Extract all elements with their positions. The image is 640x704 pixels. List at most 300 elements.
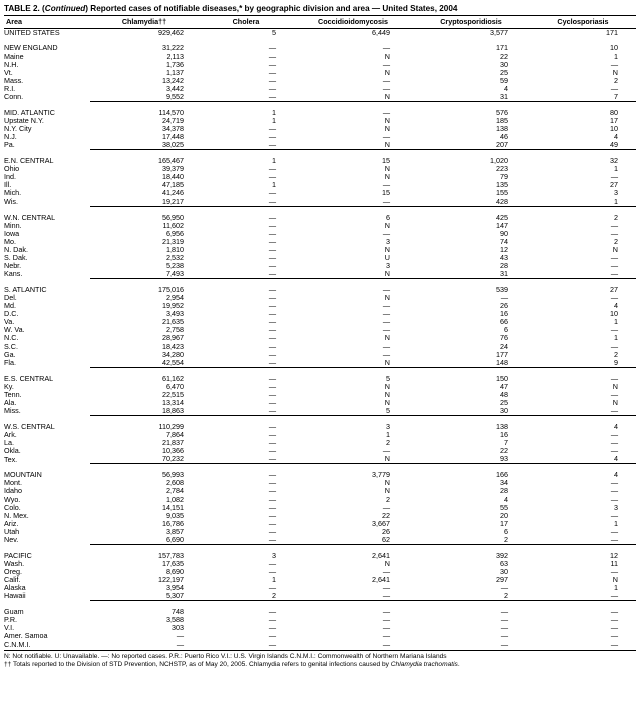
cell-cholera: — [268,244,276,254]
cell-cryptosporidiosis: — [500,583,508,593]
cell-area: Idaho [4,486,22,496]
table-row [4,61,636,69]
cell-chlamydia: 175,016 [158,285,184,295]
cell-cholera: — [268,124,276,134]
cell-cryptosporidiosis: 30 [500,59,508,69]
cell-cyclosporiasis: 2 [614,75,618,85]
cell-cryptosporidiosis: 297 [496,575,508,585]
cell-cholera: — [268,631,276,641]
cell-coccidioidomycosis: N [294,270,412,279]
cell-cholera: — [268,381,276,391]
cell-chlamydia: 39,379 [162,164,184,174]
title-prefix: TABLE 2. ( [4,4,45,13]
cell-chlamydia: 47,185 [162,180,184,190]
cell-coccidioidomycosis: 6,449 [372,28,390,38]
cell-cyclosporiasis: — [610,373,618,383]
cell-cholera: — [268,236,276,246]
cell-coccidioidomycosis: 2 [386,438,390,448]
cell-area: N.C. [4,333,19,343]
cell-area: Pa. [4,140,15,150]
cell-cryptosporidiosis: 74 [500,236,508,246]
cell-chlamydia: 18,423 [162,341,184,351]
cell-area: Ala. [4,397,17,407]
cell-cryptosporidiosis: 171 [496,43,508,53]
cell-cryptosporidiosis: 26 [500,301,508,311]
cell-cryptosporidiosis: 135 [496,180,508,190]
cell-chlamydia: 34,280 [162,349,184,359]
cell-cryptosporidiosis: 31 [412,93,530,102]
table-row [4,487,636,495]
cell-coccidioidomycosis: 62 [294,536,412,545]
cell-cyclosporiasis: 11 [610,558,618,568]
table-row [4,632,636,640]
cell-coccidioidomycosis: 5 [294,407,412,416]
column-header-cryptosporidiosis: Cryptosporidiosis [412,16,530,29]
cell-chlamydia: 42,554 [90,359,198,368]
cell-area: Nev. [4,535,19,545]
table-row [4,608,636,616]
cell-cholera: — [268,252,276,262]
cell-coccidioidomycosis: 26 [382,526,390,536]
cell-coccidioidomycosis: 3,779 [372,470,390,480]
cell-chlamydia: 21,319 [162,236,184,246]
table-row [4,520,636,528]
cell-area: C.N.M.I. [4,639,31,649]
cell-cyclosporiasis: 27 [610,180,618,190]
cell-cyclosporiasis: 171 [606,28,618,38]
cell-cryptosporidiosis: 76 [500,333,508,343]
row-spacer-cell [4,279,636,287]
cell-cryptosporidiosis: — [500,293,508,303]
column-header-coccidioidomycosis: Coccidioidomycosis [294,16,412,29]
cell-cholera: — [268,518,276,528]
cell-cholera: — [198,93,294,102]
cell-cyclosporiasis: — [610,639,618,649]
cell-area: Fla. [4,357,16,367]
table-row [4,133,636,141]
cell-chlamydia: 8,690 [166,567,184,577]
cell-chlamydia: 19,217 [90,198,198,207]
cell-chlamydia: 21,837 [162,438,184,448]
notifiable-diseases-table [4,15,636,648]
cell-cryptosporidiosis: 7 [504,438,508,448]
cell-area: W. Va. [4,325,25,335]
cell-cryptosporidiosis: 223 [496,164,508,174]
cell-cyclosporiasis: — [530,536,636,545]
cell-chlamydia: 34,378 [162,124,184,134]
table-row [4,238,636,246]
cell-coccidioidomycosis: — [382,615,390,625]
cell-cyclosporiasis: — [610,526,618,536]
cell-cyclosporiasis: 9 [530,359,636,368]
cell-cryptosporidiosis: 185 [496,115,508,125]
cell-coccidioidomycosis: — [294,592,412,601]
cell-area: Tenn. [4,389,22,399]
row-spacer [4,544,636,552]
cell-chlamydia: 3,493 [166,309,184,319]
cell-cryptosporidiosis: 28 [500,260,508,270]
cell-chlamydia: 22,515 [162,389,184,399]
cell-coccidioidomycosis: — [382,583,390,593]
cell-chlamydia: 56,993 [162,470,184,480]
cell-coccidioidomycosis: 5 [386,373,390,383]
cell-area: La. [4,438,14,448]
cell-cholera: — [268,172,276,182]
cell-chlamydia: 10,366 [162,446,184,456]
cell-cholera: — [268,373,276,383]
cell-area: Minn. [4,220,22,230]
cell-area: NEW ENGLAND [4,43,58,53]
cell-area: Miss. [4,406,21,416]
cell-area: Oreg. [4,567,22,577]
table-row [4,189,636,197]
cell-cholera: — [268,220,276,230]
table-body [4,29,636,649]
cell-area: MID. ATLANTIC [4,107,55,117]
cell-coccidioidomycosis: — [382,446,390,456]
cell-chlamydia: 3,954 [166,583,184,593]
cell-chlamydia: 748 [172,607,184,617]
cell-cryptosporidiosis: 59 [500,75,508,85]
cell-coccidioidomycosis: N [384,220,390,230]
cell-chlamydia: — [176,639,184,649]
cell-chlamydia: 3,442 [166,83,184,93]
cell-coccidioidomycosis: — [382,132,390,142]
cell-area: Ohio [4,164,20,174]
cell-cholera: 3 [272,550,276,560]
cell-cholera: — [268,438,276,448]
cell-cholera: — [268,132,276,142]
cell-coccidioidomycosis: U [384,252,390,262]
cell-coccidioidomycosis: N [294,455,412,464]
cell-cyclosporiasis: — [610,172,618,182]
cell-cryptosporidiosis: 46 [500,132,508,142]
cell-cyclosporiasis: 4 [614,301,618,311]
cell-area: Alaska [4,583,26,593]
table-row [4,479,636,487]
cell-cholera: — [198,455,294,464]
cell-coccidioidomycosis: 3 [386,236,390,246]
footnote-chlamydia-source [4,661,636,669]
cell-cryptosporidiosis: 24 [500,341,508,351]
table-row [4,157,636,165]
cell-cholera: — [268,260,276,270]
table-row [4,334,636,342]
row-spacer-cell [4,367,636,375]
cell-cholera: — [268,285,276,295]
cell-cholera: — [268,67,276,77]
cell-cholera: — [268,558,276,568]
cell-coccidioidomycosis: 3 [386,260,390,270]
cell-cholera: — [268,446,276,456]
cell-cyclosporiasis: 10 [610,309,618,319]
cell-area: Hawaii [4,591,26,601]
cell-cyclosporiasis: N [612,397,618,407]
cell-cholera: — [268,397,276,407]
cell-coccidioidomycosis: N [384,244,390,254]
cell-coccidioidomycosis: — [382,309,390,319]
table-row [4,53,636,61]
cell-chlamydia: 1,137 [166,67,184,77]
cell-coccidioidomycosis: — [382,107,390,117]
cell-area: Mass. [4,75,24,85]
cell-cyclosporiasis: 1 [614,317,618,327]
cell-chlamydia: 6,470 [166,381,184,391]
cell-chlamydia: 5,238 [166,260,184,270]
cell-cholera: — [268,75,276,85]
cell-cyclosporiasis: 1 [614,518,618,528]
cell-cyclosporiasis: — [610,567,618,577]
cell-coccidioidomycosis: N [294,93,412,102]
cell-cholera: — [268,43,276,53]
cell-coccidioidomycosis: — [294,198,412,207]
cell-coccidioidomycosis: 3 [386,422,390,432]
cell-cryptosporidiosis: 16 [500,309,508,319]
cell-cryptosporidiosis: 428 [412,198,530,207]
cell-chlamydia: 122,197 [158,575,184,585]
cell-cyclosporiasis: — [610,389,618,399]
row-spacer-cell [4,206,636,214]
cell-chlamydia: 14,151 [162,502,184,512]
cell-cyclosporiasis: 4 [614,422,618,432]
cell-coccidioidomycosis: 2,641 [372,550,390,560]
cell-coccidioidomycosis: — [382,285,390,295]
row-spacer [4,464,636,472]
cell-coccidioidomycosis: N [384,172,390,182]
row-spacer-cell [4,544,636,552]
cell-cholera: — [268,470,276,480]
cell-area: Conn. [4,92,24,102]
cell-coccidioidomycosis: 3,667 [372,518,390,528]
cell-coccidioidomycosis: N [384,478,390,488]
cell-cholera: — [198,359,294,368]
cell-cyclosporiasis: 4 [614,470,618,480]
cell-coccidioidomycosis: — [382,607,390,617]
cell-cholera: — [198,141,294,150]
cell-chlamydia: 1,736 [166,59,184,69]
cell-chlamydia: 41,246 [162,188,184,198]
cell-chlamydia: 2,532 [166,252,184,262]
cell-coccidioidomycosis: N [384,397,390,407]
cell-area: R.I. [4,83,16,93]
cell-chlamydia: 13,314 [162,397,184,407]
cell-cyclosporiasis: 27 [610,285,618,295]
cell-cholera: 1 [272,156,276,166]
cell-coccidioidomycosis: N [384,558,390,568]
cell-cholera: — [268,389,276,399]
cell-coccidioidomycosis: N [384,51,390,61]
table-row [4,310,636,318]
table-row [4,173,636,181]
cell-area: Mich. [4,188,22,198]
cell-cryptosporidiosis: 148 [412,359,530,368]
cell-area: Kans. [4,269,23,279]
cell-cyclosporiasis: — [610,252,618,262]
cell-cholera: — [268,486,276,496]
table-row [4,455,636,464]
table-row [4,471,636,479]
table-row [4,109,636,117]
cell-coccidioidomycosis: N [384,293,390,303]
table-row [4,230,636,238]
table-row [4,294,636,302]
cell-chlamydia: 9,552 [90,93,198,102]
cell-area: N. Mex. [4,510,29,520]
cell-cholera: — [268,341,276,351]
cell-area: Mo. [4,236,16,246]
row-spacer-cell [4,150,636,158]
table-row [4,560,636,568]
cell-cryptosporidiosis: 30 [412,407,530,416]
cell-coccidioidomycosis: — [382,325,390,335]
cell-cyclosporiasis: 17 [610,115,618,125]
cell-area: Ill. [4,180,12,190]
table-row [4,512,636,520]
row-spacer-cell [4,416,636,424]
cell-chlamydia: 2,954 [166,293,184,303]
cell-coccidioidomycosis: — [382,502,390,512]
cell-chlamydia: 2,608 [166,478,184,488]
cell-cyclosporiasis: 49 [530,141,636,150]
table-row [4,616,636,624]
cell-area: Ark. [4,430,17,440]
cell-cyclosporiasis: 32 [610,156,618,166]
cell-cryptosporidiosis: 25 [500,67,508,77]
cell-area: Maine [4,51,24,61]
cell-coccidioidomycosis: — [382,623,390,633]
cell-coccidioidomycosis: N [384,389,390,399]
footnote-organism-name: Chlamydia trachomatis [390,660,458,668]
cell-cyclosporiasis: 1 [530,198,636,207]
cell-area: UNITED STATES [4,28,60,38]
cell-cholera: — [268,325,276,335]
table-row [4,343,636,351]
cell-cryptosporidiosis: 30 [500,567,508,577]
cell-cryptosporidiosis: 43 [500,252,508,262]
cell-cryptosporidiosis: 22 [500,51,508,61]
cell-chlamydia: 110,299 [158,422,184,432]
cell-cholera: 2 [198,592,294,601]
table-row [4,576,636,584]
cell-cyclosporiasis: — [530,592,636,601]
cell-cryptosporidiosis: 34 [500,478,508,488]
cell-chlamydia: 17,635 [162,558,184,568]
footnote-text-post: . [457,660,460,668]
cell-chlamydia: 19,952 [162,301,184,311]
table-row [4,504,636,512]
cell-cholera: — [268,333,276,343]
cell-coccidioidomycosis: N [384,486,390,496]
cell-chlamydia: 38,025 [90,141,198,150]
cell-area: Ariz. [4,518,19,528]
cell-chlamydia: 7,864 [166,430,184,440]
row-spacer [4,601,636,609]
table-row [4,302,636,310]
cell-cryptosporidiosis: 25 [500,397,508,407]
cell-cholera: — [268,422,276,432]
cell-area: N.Y. City [4,124,32,134]
cell-cyclosporiasis: — [610,623,618,633]
cell-cholera: — [268,510,276,520]
cell-cryptosporidiosis: 79 [500,172,508,182]
table-row [4,262,636,270]
cell-area: V.I. [4,623,15,633]
cell-area: Wis. [4,196,18,206]
cell-area: N.H. [4,59,19,69]
cell-cyclosporiasis: 10 [610,124,618,134]
cell-area: N. Dak. [4,244,28,254]
row-spacer-cell [4,101,636,109]
cell-cyclosporiasis: — [610,220,618,230]
cell-cyclosporiasis: — [610,615,618,625]
cell-coccidioidomycosis: — [382,567,390,577]
cell-cyclosporiasis: 4 [614,132,618,142]
column-header-cholera: Cholera [198,16,294,29]
cell-cyclosporiasis: 1 [614,583,618,593]
cell-cyclosporiasis: — [610,341,618,351]
cell-cryptosporidiosis: 425 [496,212,508,222]
cell-cholera: — [268,51,276,61]
cell-cryptosporidiosis: 177 [496,349,508,359]
cell-cyclosporiasis: 1 [614,333,618,343]
cell-cholera: — [268,188,276,198]
cell-cholera: — [268,494,276,504]
cell-coccidioidomycosis: N [384,333,390,343]
cell-area: P.R. [4,615,18,625]
cell-cryptosporidiosis: 155 [496,188,508,198]
cell-cyclosporiasis: 10 [610,43,618,53]
table-row [4,246,636,254]
cell-coccidioidomycosis: — [382,631,390,641]
cell-chlamydia: 165,467 [158,156,184,166]
cell-coccidioidomycosis: — [382,349,390,359]
cell-cholera: — [268,59,276,69]
row-spacer [4,416,636,424]
cell-chlamydia: 11,602 [162,220,184,230]
row-spacer-cell [4,37,636,44]
cell-cholera: 1 [272,575,276,585]
row-spacer [4,37,636,44]
cell-cholera: — [268,526,276,536]
cell-chlamydia: 929,462 [158,28,184,38]
cell-cyclosporiasis: N [612,244,618,254]
table-row [4,431,636,439]
table-row [4,286,636,294]
cell-cryptosporidiosis: 3,577 [490,28,508,38]
cell-cholera: — [198,198,294,207]
table-row [4,351,636,359]
cell-area: D.C. [4,309,19,319]
cell-cholera: — [198,407,294,416]
cell-chlamydia: 56,950 [162,212,184,222]
cell-area: Tex. [4,454,18,464]
table-row [4,496,636,504]
table-row [4,222,636,230]
table-row [4,383,636,391]
footnote-text-pre: †† Totals reported to the Division of STD Prevention, NCHSTP, as of May 20, 2005. Chlamydia refers to genital infections caused by [4,660,391,668]
row-spacer [4,101,636,109]
table-row [4,214,636,222]
table-row [4,568,636,576]
cell-cyclosporiasis: — [610,607,618,617]
table-row [4,181,636,189]
cell-area: Wyo. [4,494,21,504]
cell-cryptosporidiosis: 17 [500,518,508,528]
cell-chlamydia: 16,786 [162,518,184,528]
cell-cyclosporiasis: N [612,575,618,585]
cell-cholera: — [268,502,276,512]
row-spacer [4,206,636,214]
